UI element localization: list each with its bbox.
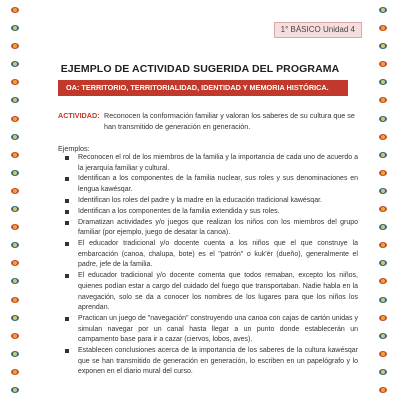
bullet-icon [65,317,69,321]
border-ornament-icon [10,277,20,285]
border-ornament-icon [10,133,20,141]
list-item [58,174,358,195]
bullet-icon [65,210,69,214]
right-decorative-border [378,0,390,400]
border-ornament-icon [10,151,20,159]
list-item [58,239,358,271]
border-ornament-icon [378,223,388,231]
border-ornament-icon [10,386,20,394]
list-item [58,271,358,313]
page-title: EJEMPLO DE ACTIVIDAD SUGERIDA DEL PROGRAMA [60,63,340,75]
bullet-icon [65,156,69,160]
activity-label: ACTIVIDAD: [58,111,100,120]
border-ornament-icon [378,386,388,394]
border-ornament-icon [378,24,388,32]
bullet-icon [65,349,69,353]
bullet-icon [65,177,69,181]
border-ornament-icon [10,78,20,86]
border-ornament-icon [378,350,388,358]
list-item [58,153,358,174]
border-ornament-icon [10,42,20,50]
border-ornament-icon [378,241,388,249]
border-ornament-icon [378,259,388,267]
list-item [58,218,358,239]
activity-text: Reconocen la conformación familiar y valoran los saberes de su cultura que se han transmitido de generación en generación. [104,111,355,131]
border-ornament-icon [378,151,388,159]
border-ornament-icon [10,241,20,249]
list-item [58,314,358,346]
border-ornament-icon [10,115,20,123]
border-ornament-icon [378,296,388,304]
list-item-text: Dramatizan actividades y/o juegos que realizan los niños con los miembros del grupo familiar (por ejemplo, juego de desatar la canoa). [78,218,358,237]
list-item-text: Establecen conclusiones acerca de la importancia de los saberes de la cultura kawésqar que se han transmitido de generación en generación, lo escriben en un papelógrafo y lo exponen en el diario mural del curso. [78,347,358,376]
list-item-text: Practican un juego de "navegación" construyendo una canoa con cajas de cartón unidas y simulan navegar por un canal hasta llegar a un punto donde establecerán un campamento base para ir a cazar (ciervos, lobos, aves). [78,314,358,344]
border-ornament-icon [10,6,20,14]
border-ornament-icon [10,24,20,32]
border-ornament-icon [10,314,20,322]
examples-heading: Ejemplos: [58,144,90,153]
bullet-icon [65,199,69,203]
list-item-text: Identifican los roles del padre y la madre en la educación tradicional kawésqar. [78,196,322,204]
list-item-text: El educador tradicional y/o docente cuenta a los niños que el que construye la embarcación (canoa, chalupa, bote) es el "patrón" o kuk'ér (dueño), generalmente el padre, jefe de la familia. [78,240,358,269]
border-ornament-icon [378,187,388,195]
border-ornament-icon [378,78,388,86]
activity-block [58,110,358,132]
border-ornament-icon [378,169,388,177]
border-ornament-icon [10,205,20,213]
left-decorative-border [10,0,22,400]
border-ornament-icon [10,332,20,340]
border-ornament-icon [378,277,388,285]
grade-unit-badge: 1° BÁSICO Unidad 4 [274,22,362,38]
oa-banner: OA: TERRITORIO, TERRITORIALIDAD, IDENTIDAD Y MEMORIA HISTÓRICA. [58,80,348,96]
border-ornament-icon [10,368,20,376]
list-item-text: El educador tradicional y/o docente comenta que todos remaban, excepto los niños, quienes podían estar a cargo del cuidado del fuego que transportaban. Nadie habla en la navegación, solo se da a conocer los nombres de los lugares para que los niños los aprendan. [78,272,358,312]
border-ornament-icon [378,368,388,376]
border-ornament-icon [10,223,20,231]
border-ornament-icon [378,115,388,123]
border-ornament-icon [10,350,20,358]
list-item [58,346,358,378]
bullet-icon [65,221,69,225]
border-ornament-icon [378,314,388,322]
examples-list [58,153,358,378]
border-ornament-icon [10,96,20,104]
list-item [58,207,358,218]
list-item [58,196,358,207]
border-ornament-icon [378,332,388,340]
list-item-text: Reconocen el rol de los miembros de la familia y la importancia de cada uno de acuerdo a la jerarquía familiar y cultural. [78,154,358,172]
list-item-text: Identifican a los componentes de la familia extendida y sus roles. [78,207,280,215]
border-ornament-icon [10,259,20,267]
bullet-icon [65,274,69,278]
border-ornament-icon [10,296,20,304]
bullet-icon [65,242,69,246]
border-ornament-icon [378,6,388,14]
border-ornament-icon [10,187,20,195]
border-ornament-icon [378,133,388,141]
border-ornament-icon [378,42,388,50]
border-ornament-icon [10,169,20,177]
border-ornament-icon [378,96,388,104]
border-ornament-icon [378,205,388,213]
list-item-text: Identifican a los componentes de la familia nuclear, sus roles y sus denominaciones en lengua kawésqar. [78,175,358,194]
